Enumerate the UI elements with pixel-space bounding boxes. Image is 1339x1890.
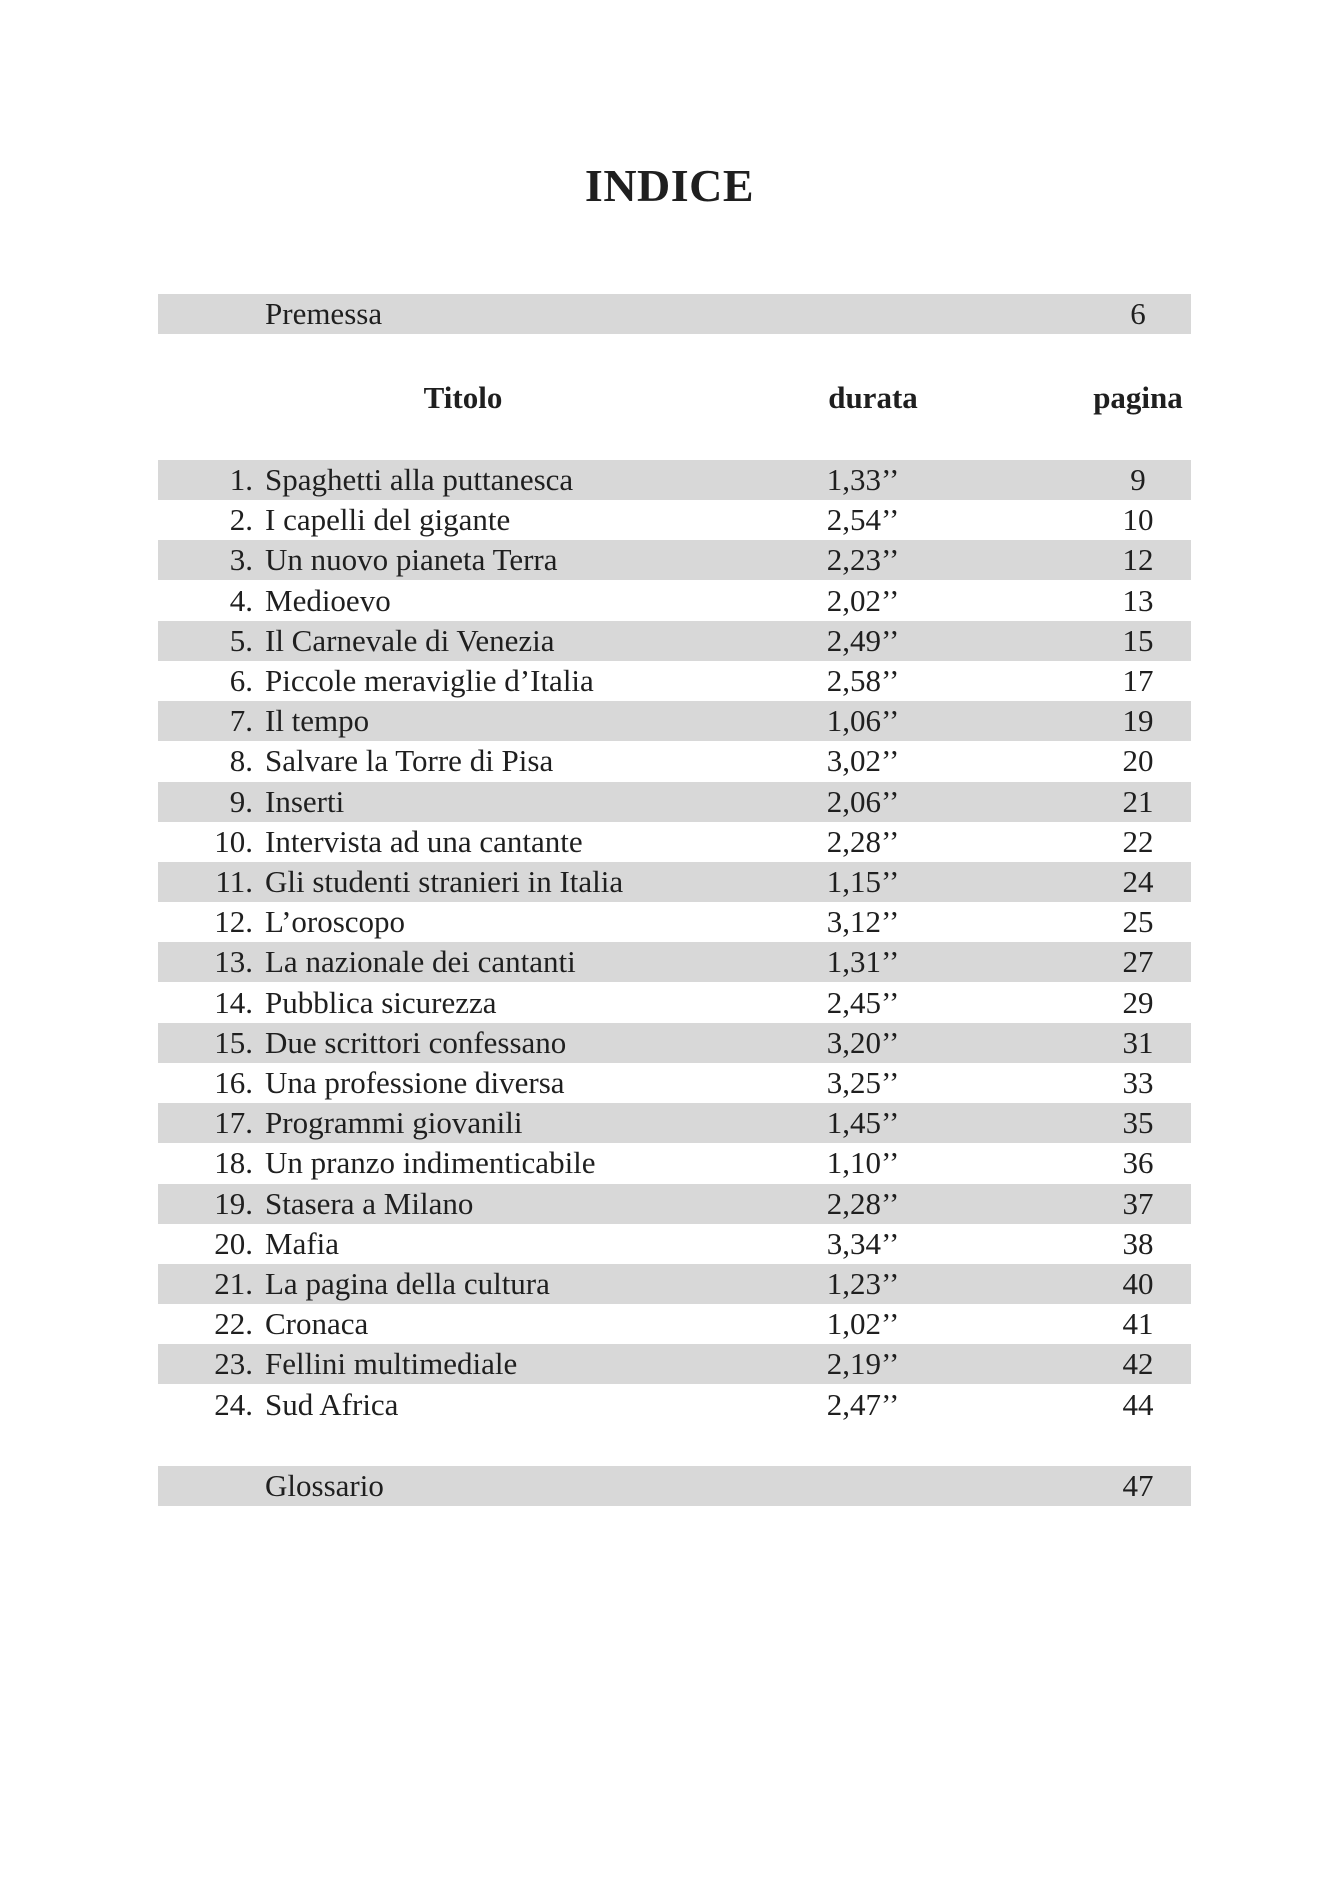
toc-row-number: 2. xyxy=(229,502,253,537)
toc-row-title: La nazionale dei cantanti xyxy=(265,944,576,979)
toc-row-page: 13 xyxy=(1122,583,1154,618)
toc-row-number: 17. xyxy=(214,1105,253,1140)
toc-row[interactable] xyxy=(158,1344,1191,1384)
toc-row-number: 6. xyxy=(229,663,253,698)
premessa-page: 6 xyxy=(1130,296,1146,331)
toc-row[interactable] xyxy=(158,1103,1191,1143)
toc-row-duration: 3,12’’ xyxy=(826,904,900,939)
toc-row-duration: 1,10’’ xyxy=(826,1145,900,1180)
toc-row-page: 20 xyxy=(1122,743,1154,778)
toc-row-duration: 1,15’’ xyxy=(826,864,900,899)
toc-row[interactable] xyxy=(158,1385,1191,1425)
toc-row-number: 3. xyxy=(229,542,253,577)
toc-row-duration: 1,02’’ xyxy=(826,1306,900,1341)
toc-row-number: 8. xyxy=(229,743,253,778)
toc-row-page: 25 xyxy=(1122,904,1154,939)
toc-row-title: Un nuovo pianeta Terra xyxy=(265,542,558,577)
toc-row-title: Pubblica sicurezza xyxy=(265,985,497,1020)
toc-row-duration: 2,23’’ xyxy=(826,542,900,577)
toc-row-page: 36 xyxy=(1122,1145,1154,1180)
toc-row-duration: 1,23’’ xyxy=(826,1266,900,1301)
toc-row-title: Una professione diversa xyxy=(265,1065,565,1100)
premessa-row[interactable] xyxy=(158,294,1191,334)
toc-row[interactable] xyxy=(158,1264,1191,1304)
toc-row-duration: 2,54’’ xyxy=(826,502,900,537)
toc-row[interactable] xyxy=(158,902,1191,942)
toc-row[interactable] xyxy=(158,661,1191,701)
toc-row[interactable] xyxy=(158,701,1191,741)
toc-row-title: Piccole meraviglie d’Italia xyxy=(265,663,594,698)
toc-row[interactable] xyxy=(158,1023,1191,1063)
toc-row-page: 42 xyxy=(1122,1346,1154,1381)
toc-row-number: 16. xyxy=(214,1065,253,1100)
toc-row-title: Cronaca xyxy=(265,1306,369,1341)
toc-row-number: 14. xyxy=(214,985,253,1020)
toc-row-title: Il tempo xyxy=(265,703,370,738)
toc-row[interactable] xyxy=(158,460,1191,500)
toc-row-duration: 3,02’’ xyxy=(826,743,900,778)
toc-row-title: Due scrittori confessano xyxy=(265,1025,567,1060)
toc-row-title: Programmi giovanili xyxy=(265,1105,523,1140)
toc-row[interactable] xyxy=(158,500,1191,540)
toc-row-duration: 2,28’’ xyxy=(826,1186,900,1221)
column-headers xyxy=(158,378,1191,418)
toc-row[interactable] xyxy=(158,741,1191,781)
premessa-label: Premessa xyxy=(265,296,383,331)
toc-row[interactable] xyxy=(158,983,1191,1023)
toc-row-number: 11. xyxy=(215,864,253,899)
toc-row-title: Un pranzo indimenticabile xyxy=(265,1145,596,1180)
toc-row[interactable] xyxy=(158,1143,1191,1183)
toc-row-number: 7. xyxy=(229,703,253,738)
toc-row-number: 15. xyxy=(214,1025,253,1060)
toc-row-duration: 3,20’’ xyxy=(826,1025,900,1060)
header-titolo: Titolo xyxy=(423,380,503,415)
toc-row-page: 17 xyxy=(1122,663,1154,698)
toc-row-page: 37 xyxy=(1122,1186,1154,1221)
toc-row-duration: 2,06’’ xyxy=(826,784,900,819)
toc-row-title: Fellini multimediale xyxy=(265,1346,518,1381)
toc-row-title: Salvare la Torre di Pisa xyxy=(265,743,554,778)
toc-row-number: 23. xyxy=(214,1346,253,1381)
toc-row-page: 41 xyxy=(1122,1306,1154,1341)
toc-row-page: 12 xyxy=(1122,542,1154,577)
toc-row-page: 38 xyxy=(1122,1226,1154,1261)
toc-row-number: 9. xyxy=(229,784,253,819)
toc-row-duration: 1,45’’ xyxy=(826,1105,900,1140)
toc-row-duration: 2,58’’ xyxy=(826,663,900,698)
toc-row-page: 31 xyxy=(1122,1025,1154,1060)
toc-row-duration: 2,19’’ xyxy=(826,1346,900,1381)
header-durata: durata xyxy=(828,380,918,415)
toc-row[interactable] xyxy=(158,1184,1191,1224)
toc-row-title: Il Carnevale di Venezia xyxy=(265,623,555,658)
toc-row-number: 10. xyxy=(214,824,253,859)
toc-row-duration: 3,34’’ xyxy=(826,1226,900,1261)
toc-row-number: 18. xyxy=(214,1145,253,1180)
toc-row[interactable] xyxy=(158,1224,1191,1264)
glossario-label: Glossario xyxy=(265,1468,384,1503)
toc-row-number: 4. xyxy=(229,583,253,618)
toc-row-page: 15 xyxy=(1122,623,1154,658)
toc-row-duration: 2,45’’ xyxy=(826,985,900,1020)
toc-row-duration: 2,02’’ xyxy=(826,583,900,618)
toc-row-title: La pagina della cultura xyxy=(265,1266,550,1301)
toc-row-page: 19 xyxy=(1122,703,1154,738)
toc-row-page: 40 xyxy=(1122,1266,1154,1301)
toc-row-duration: 1,31’’ xyxy=(826,944,900,979)
toc-row-title: Medioevo xyxy=(265,583,391,618)
toc-row-number: 1. xyxy=(229,462,253,497)
toc-row-page: 9 xyxy=(1130,462,1146,497)
toc-row-title: Inserti xyxy=(265,784,345,819)
toc-row[interactable] xyxy=(158,1063,1191,1103)
toc-row-title: Spaghetti alla puttanesca xyxy=(265,462,574,497)
toc-row-duration: 2,49’’ xyxy=(826,623,900,658)
toc-row-title: Gli studenti stranieri in Italia xyxy=(265,864,624,899)
toc-row-page: 24 xyxy=(1122,864,1154,899)
toc-row[interactable] xyxy=(158,942,1191,982)
toc-row-title: I capelli del gigante xyxy=(265,502,511,537)
header-pagina: pagina xyxy=(1093,380,1183,415)
toc-row-page: 10 xyxy=(1122,502,1154,537)
toc-row-duration: 2,47’’ xyxy=(826,1387,900,1422)
toc-row-title: Stasera a Milano xyxy=(265,1186,474,1221)
toc-row-page: 21 xyxy=(1122,784,1154,819)
toc-row-title: Intervista ad una cantante xyxy=(265,824,583,859)
toc-row-duration: 1,33’’ xyxy=(826,462,900,497)
toc-row-number: 24. xyxy=(214,1387,253,1422)
toc-row[interactable] xyxy=(158,540,1191,580)
toc-row-number: 21. xyxy=(214,1266,253,1301)
toc-row[interactable] xyxy=(158,581,1191,621)
toc-row-page: 33 xyxy=(1122,1065,1154,1100)
toc-row-number: 22. xyxy=(214,1306,253,1341)
toc-row-number: 5. xyxy=(229,623,253,658)
toc-row-page: 27 xyxy=(1122,944,1154,979)
toc-row-page: 35 xyxy=(1122,1105,1154,1140)
page-title: INDICE xyxy=(584,160,755,211)
toc-row[interactable] xyxy=(158,1304,1191,1344)
toc-row-title: L’oroscopo xyxy=(265,904,406,939)
toc-row-title: Sud Africa xyxy=(265,1387,399,1422)
toc-row-page: 44 xyxy=(1122,1387,1154,1422)
toc-row[interactable] xyxy=(158,822,1191,862)
toc-row-number: 19. xyxy=(214,1186,253,1221)
toc-row[interactable] xyxy=(158,862,1191,902)
toc-row-page: 22 xyxy=(1122,824,1154,859)
glossario-row[interactable] xyxy=(158,1466,1191,1506)
toc-row-duration: 1,06’’ xyxy=(826,703,900,738)
toc-row-duration: 3,25’’ xyxy=(826,1065,900,1100)
toc-row-duration: 2,28’’ xyxy=(826,824,900,859)
toc-row-page: 29 xyxy=(1122,985,1154,1020)
toc-row-number: 20. xyxy=(214,1226,253,1261)
toc-row-number: 12. xyxy=(214,904,253,939)
toc-row[interactable] xyxy=(158,782,1191,822)
toc-row-number: 13. xyxy=(214,944,253,979)
toc-row-title: Mafia xyxy=(265,1226,340,1261)
toc-row[interactable] xyxy=(158,621,1191,661)
glossario-page: 47 xyxy=(1122,1468,1154,1503)
